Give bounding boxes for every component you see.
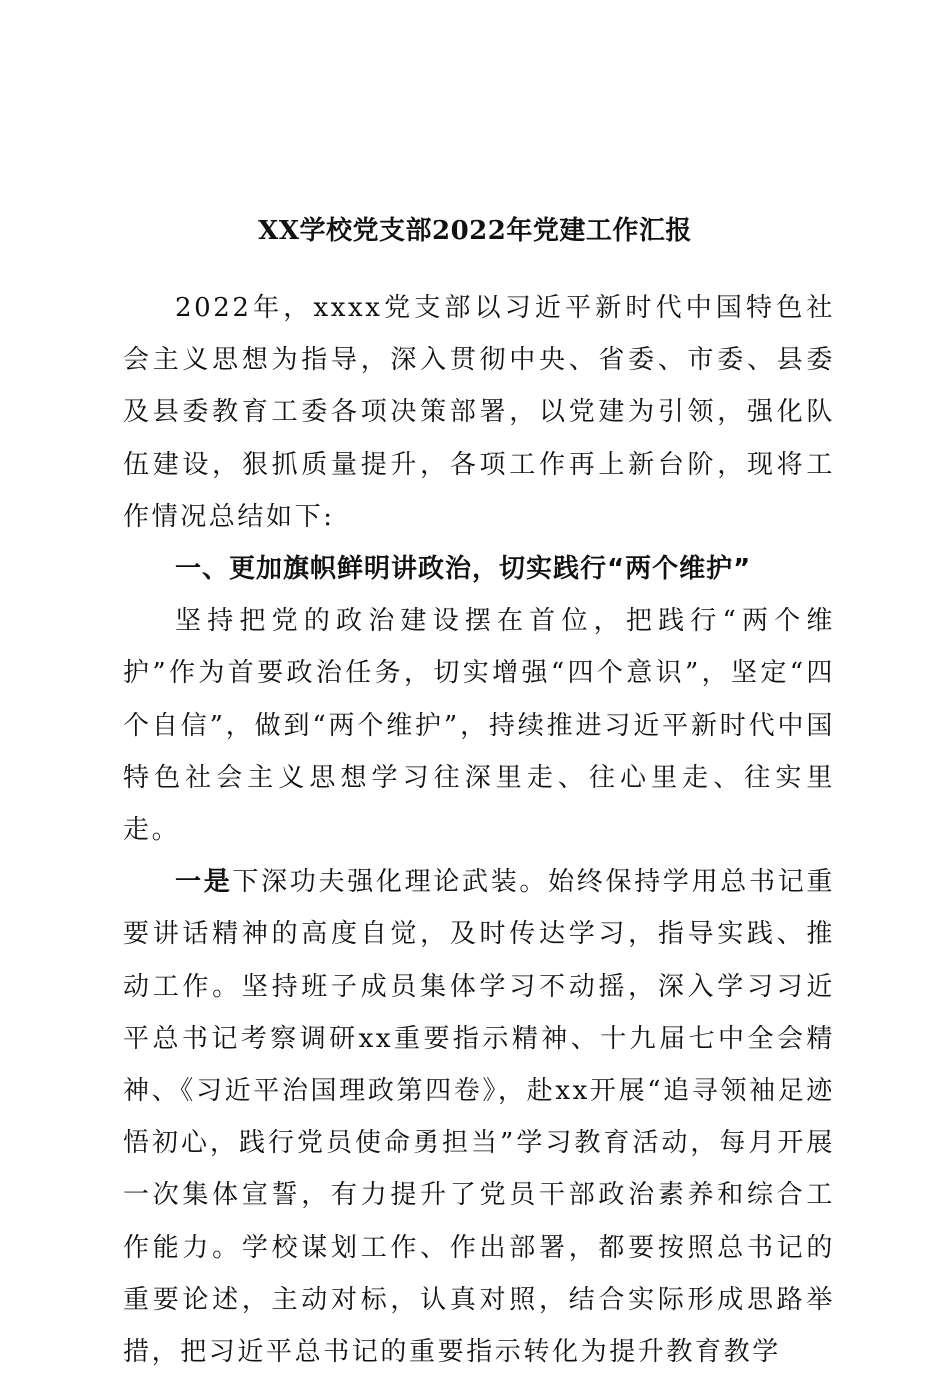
document-body [123, 282, 835, 1378]
point-1-paragraph [123, 856, 835, 1378]
document-title: XX学校党支部2022年党建工作汇报 [258, 216, 692, 246]
section-heading-1: 一、更加旗帜鲜明讲政治，切实践行“两个维护” [175, 554, 752, 585]
section-1-paragraph: 坚持把党的政治建设摆在首位，把践行“两个维护”作为首要政治任务，切实增强“四个意识”，坚定“四个自信”，做到“两个维护”，持续推进习近平新时代中国特色社会主义思想学习往深里走、往心里走、往实里走。 [123, 606, 835, 846]
point-1-lead: 一是 [175, 867, 233, 898]
intro-paragraph: 2022年，xxxx党支部以习近平新时代中国特色社会主义思想为指导，深入贯彻中央、省委、市委、县委及县委教育工委各项决策部署，以党建为引领，强化队伍建设，狠抓质量提升，各项工作再上新台阶，现将工作情况总结如下: [123, 293, 835, 532]
point-1-text: 下深功夫强化理论武装。始终保持学用总书记重要讲话精神的高度自觉，及时传达学习，指导实践、推动工作。坚持班子成员集体学习不动摇，深入学习习近平总书记考察调研xx重要指示精神、十九届七中全会精神、《习近平治国理政第四卷》，赴xx开展“追寻领袖足迹悟初心，践行党员使命勇担当”学习教育活动，每月开展一次集体宣誓，有力提升了党员干部政治素养和综合工作能力。学校谋划工作、作出部署，都要按照总书记的重要论述，主动对标，认真对照，结合实际形成思路举措，把习近平总书记的重要指示转化为提升教育教学 [123, 867, 835, 1368]
